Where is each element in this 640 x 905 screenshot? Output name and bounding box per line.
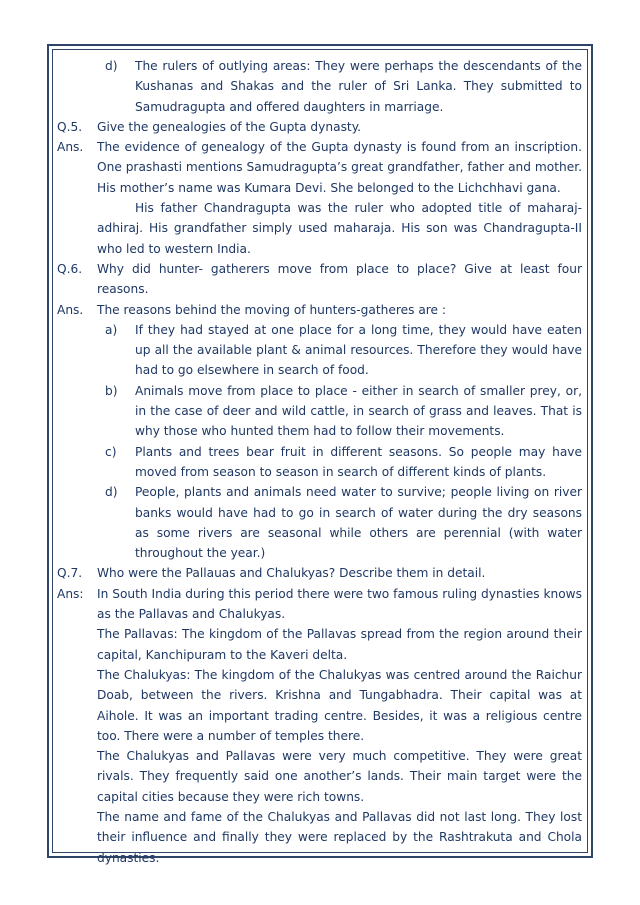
item-text: Animals move from place to place - either in search of smaller prey, or, in the case of deer and wild cattle, in search of grass and leaves. That is why those who hunted them had to follow their movements. [135, 383, 582, 439]
answer-label: Ans: [57, 586, 84, 601]
answer-paragraph: The evidence of genealogy of the Gupta dynasty is found from an inscription. One prashasti mentions Samudragupta’s great grandfather, father and mother. His mother’s name was Kumara Devi. She belonged to the Lichchhavi gana. [97, 140, 582, 195]
answer-5 [57, 137, 582, 259]
question-5 [57, 117, 582, 137]
question-text: Why did hunter- gatherers move from place to place? Give at least four reasons. [97, 261, 582, 297]
answer-paragraph: The name and fame of the Chalukyas and Pallavas did not last long. They lost their influence and finally they were replaced by the Rashtrakuta and Chola dynasties. [97, 809, 582, 865]
item-text: If they had stayed at one place for a long time, they would have eaten up all the available plant & animal resources. Therefore they would have had to go elsewhere in search of food. [135, 322, 582, 378]
list-item [57, 320, 582, 381]
answer-label: Ans. [57, 302, 84, 317]
list-item [57, 381, 582, 442]
question-label: Q.6. [57, 261, 83, 276]
answer-paragraph: The Pallavas: The kingdom of the Pallavas spread from the region around their capital, Kanchipuram to the Kaveri delta. [97, 627, 582, 662]
question-text: Give the genealogies of the Gupta dynasty. [97, 119, 362, 134]
answer-intro: The reasons behind the moving of hunters-gatheres are : [97, 302, 447, 317]
answer-paragraph: The Chalukyas: The kingdom of the Chalukyas was centred around the Raichur Doab, between the rivers. Krishna and Tungabhadra. Their capital was at Aihole. It was an important trading centre. Besides, it was a religious centre too. There were a number of temples there. [97, 667, 582, 743]
question-text: Who were the Pallauas and Chalukyas? Describe them in detail. [97, 566, 486, 581]
question-7 [57, 563, 582, 583]
item-text: People, plants and animals need water to survive; people living on river banks would have had to go in search of water during the dry seasons as some rivers are seasonal while others are perennial (with water throughout the year.) [135, 485, 582, 561]
list-item [57, 482, 582, 563]
answer-label: Ans. [57, 140, 84, 155]
question-label: Q.7. [57, 566, 83, 581]
item-label: d) [105, 59, 118, 73]
item-label: b) [105, 383, 118, 398]
answer-paragraph: The Chalukyas and Pallavas were very much competitive. They were great rivals. They frequently said one another’s lands. Their main target were the capital cities because they were rich towns. [97, 749, 582, 804]
item-label: c) [105, 444, 117, 459]
answer-7 [57, 584, 582, 868]
item-text: Plants and trees bear fruit in different seasons. So people may have moved from season to season in search of different kinds of plants. [135, 444, 582, 479]
question-label: Q.5. [57, 119, 83, 134]
item-text: The rulers of outlying areas: They were perhaps the descendants of the Kushanas and Shakas and the ruler of Sri Lanka. They submitted to Samudragupta and offered daughters in marriage. [135, 59, 582, 114]
question-6 [57, 259, 582, 300]
answer-paragraph: His father Chandragupta was the ruler who adopted title of maharaj- adhiraj. His grandfather simply used maharaja. His son was Chandragupta-II who led to western India. [97, 201, 582, 256]
list-item [57, 442, 582, 483]
list-item [57, 56, 582, 117]
answer-6 [57, 300, 582, 320]
answer-paragraph: In South India during this period there were two famous ruling dynasties knows as the Pallavas and Chalukyas. [97, 586, 582, 622]
item-label: a) [105, 322, 118, 337]
item-label: d) [105, 485, 118, 500]
document-body [57, 56, 582, 868]
